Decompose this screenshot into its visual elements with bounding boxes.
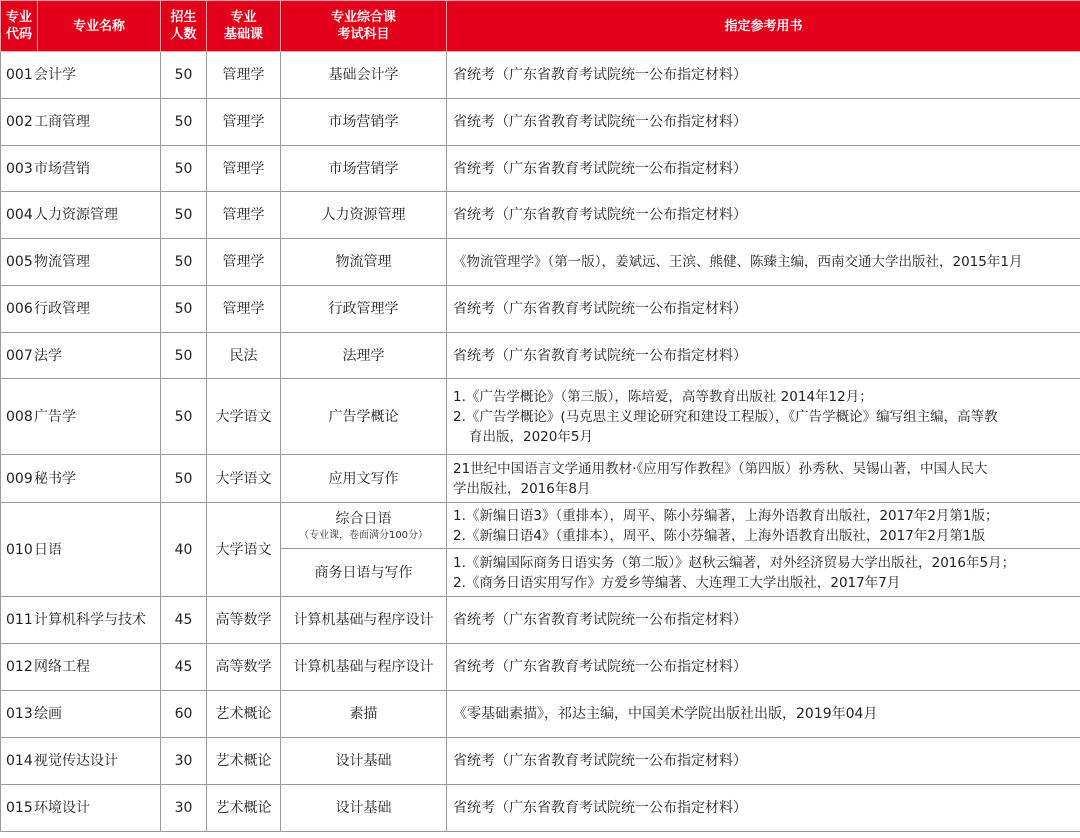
header-ref: 指定参考用书 (447, 1, 1080, 52)
reference-cell: 省统考（广东省教育考试院统一公布指定材料） (447, 146, 1080, 192)
exam-subject-cell: 应用文写作 (281, 455, 447, 503)
reference-cell: 省统考（广东省教育考试院统一公布指定材料） (447, 192, 1080, 239)
enroll-cell: 45 (161, 597, 207, 644)
major-cell: 009秘书学 (1, 455, 161, 503)
enroll-cell: 30 (161, 785, 207, 832)
table-row (1, 52, 1080, 99)
major-cell: 011计算机科学与技术 (1, 597, 161, 644)
reference-cell: 省统考（广东省教育考试院统一公布指定材料） (447, 52, 1080, 99)
exam-subject-cell: 计算机基础与程序设计 (281, 597, 447, 644)
exam-subject-cell: 法理学 (281, 333, 447, 379)
table-row (1, 99, 1080, 146)
major-cell: 007法学 (1, 333, 161, 379)
header-exam: 专业综合课 考试科目 (281, 1, 447, 52)
enroll-cell: 45 (161, 644, 207, 691)
header-row (1, 1, 1080, 52)
reference-cell: 省统考（广东省教育考试院统一公布指定材料） (447, 738, 1080, 785)
reference-cell: 1.《新编国际商务日语实务（第二版）》赵秋云编著，对外经济贸易大学出版社，2016年5月； 2.《商务日语实用写作》方爱乡等编著、大连理工大学出版社，2017年7月 (447, 549, 1080, 597)
table-row (1, 738, 1080, 785)
exam-subject-cell: 商务日语与写作 (281, 549, 447, 597)
exam-subject-cell: 计算机基础与程序设计 (281, 644, 447, 691)
reference-cell: 省统考（广东省教育考试院统一公布指定材料） (447, 99, 1080, 146)
major-cell: 008广告学 (1, 379, 161, 455)
base-course-cell: 管理学 (207, 146, 281, 192)
table-row (1, 644, 1080, 691)
exam-subject-cell: 设计基础 (281, 738, 447, 785)
table-row (1, 286, 1080, 333)
base-course-cell: 大学语文 (207, 379, 281, 455)
reference-cell: 1.《新编日语3》（重排本），周平、陈小芬编著，上海外语教育出版社，2017年2月第1版； 2.《新编日语4》（重排本），周平、陈小芬编著，上海外语教育出版社，2017年2月第1版 (447, 503, 1080, 549)
enroll-cell: 50 (161, 192, 207, 239)
base-course-cell: 管理学 (207, 99, 281, 146)
enroll-cell: 50 (161, 99, 207, 146)
reference-cell: 省统考（广东省教育考试院统一公布指定材料） (447, 597, 1080, 644)
major-cell: 001会计学 (1, 52, 161, 99)
enroll-cell: 50 (161, 455, 207, 503)
header-enroll: 招生 人数 (161, 1, 207, 52)
base-course-cell: 高等数学 (207, 597, 281, 644)
base-course-cell: 艺术概论 (207, 785, 281, 832)
enroll-cell: 50 (161, 333, 207, 379)
header-base: 专业 基础课 (207, 1, 281, 52)
table-row (1, 597, 1080, 644)
major-cell: 003市场营销 (1, 146, 161, 192)
exam-subject-cell: 人力资源管理 (281, 192, 447, 239)
table-row (1, 146, 1080, 192)
base-course-cell: 管理学 (207, 52, 281, 99)
table-row (1, 192, 1080, 239)
table-row (1, 333, 1080, 379)
major-cell: 015环境设计 (1, 785, 161, 832)
reference-cell: 《物流管理学》（第一版），姜斌远、王滨、熊健、陈臻主编，西南交通大学出版社，2015年1月 (447, 239, 1080, 286)
major-cell: 013绘画 (1, 691, 161, 738)
reference-cell: 省统考（广东省教育考试院统一公布指定材料） (447, 644, 1080, 691)
major-cell: 012网络工程 (1, 644, 161, 691)
reference-cell: 省统考（广东省教育考试院统一公布指定材料） (447, 785, 1080, 832)
enroll-cell: 50 (161, 379, 207, 455)
enroll-cell: 50 (161, 52, 207, 99)
exam-subject-cell: 广告学概论 (281, 379, 447, 455)
base-course-cell: 大学语文 (207, 503, 281, 597)
table-row (1, 455, 1080, 503)
major-cell: 004人力资源管理 (1, 192, 161, 239)
reference-cell: 1.《广告学概论》（第三版），陈培爱，高等教育出版社 2014年12月； 2.《广告学概论》(马克思主义理论研究和建设工程版），《广告学概论》编写组主编，高等教 育出版，2020年5月 (447, 379, 1080, 455)
major-cell: 014视觉传达设计 (1, 738, 161, 785)
major-cell: 006行政管理 (1, 286, 161, 333)
base-course-cell: 管理学 (207, 286, 281, 333)
enroll-cell: 40 (161, 503, 207, 597)
base-course-cell: 大学语文 (207, 455, 281, 503)
major-cell: 002工商管理 (1, 99, 161, 146)
enroll-cell: 50 (161, 286, 207, 333)
reference-cell: 省统考（广东省教育考试院统一公布指定材料） (447, 333, 1080, 379)
major-cell: 005物流管理 (1, 239, 161, 286)
exam-subject-cell: 设计基础 (281, 785, 447, 832)
exam-subject-cell: 市场营销学 (281, 146, 447, 192)
exam-subject-cell: 素描 (281, 691, 447, 738)
exam-subject-cell: 综合日语 （专业课，卷面满分100分） (281, 503, 447, 549)
base-course-cell: 管理学 (207, 239, 281, 286)
table-row (1, 691, 1080, 738)
base-course-cell: 艺术概论 (207, 691, 281, 738)
exam-note: （专业课，卷面满分100分） (298, 529, 429, 541)
exam-subject-cell: 市场营销学 (281, 99, 447, 146)
exam-subject-cell: 物流管理 (281, 239, 447, 286)
header-code: 专业 代码 (1, 1, 38, 52)
reference-cell: 《零基础素描》，祁达主编，中国美术学院出版社出版，2019年04月 (447, 691, 1080, 738)
enroll-cell: 50 (161, 239, 207, 286)
enroll-cell: 30 (161, 738, 207, 785)
header-name: 专业名称 (38, 1, 161, 52)
major-cell: 010日语 (1, 503, 161, 597)
reference-cell: 21世纪中国语言文学通用教材·《应用写作教程》（第四版）孙秀秋、吴锡山著，中国人民大 学出版社，2016年8月 (447, 455, 1080, 503)
reference-cell: 省统考（广东省教育考试院统一公布指定材料） (447, 286, 1080, 333)
enroll-cell: 60 (161, 691, 207, 738)
enroll-cell: 50 (161, 146, 207, 192)
base-course-cell: 民法 (207, 333, 281, 379)
base-course-cell: 管理学 (207, 192, 281, 239)
table-row (1, 503, 1080, 549)
exam-subject-cell: 基础会计学 (281, 52, 447, 99)
table-row (1, 239, 1080, 286)
table-row (1, 379, 1080, 455)
exam-subject-cell: 行政管理学 (281, 286, 447, 333)
base-course-cell: 艺术概论 (207, 738, 281, 785)
table-row (1, 785, 1080, 832)
base-course-cell: 高等数学 (207, 644, 281, 691)
